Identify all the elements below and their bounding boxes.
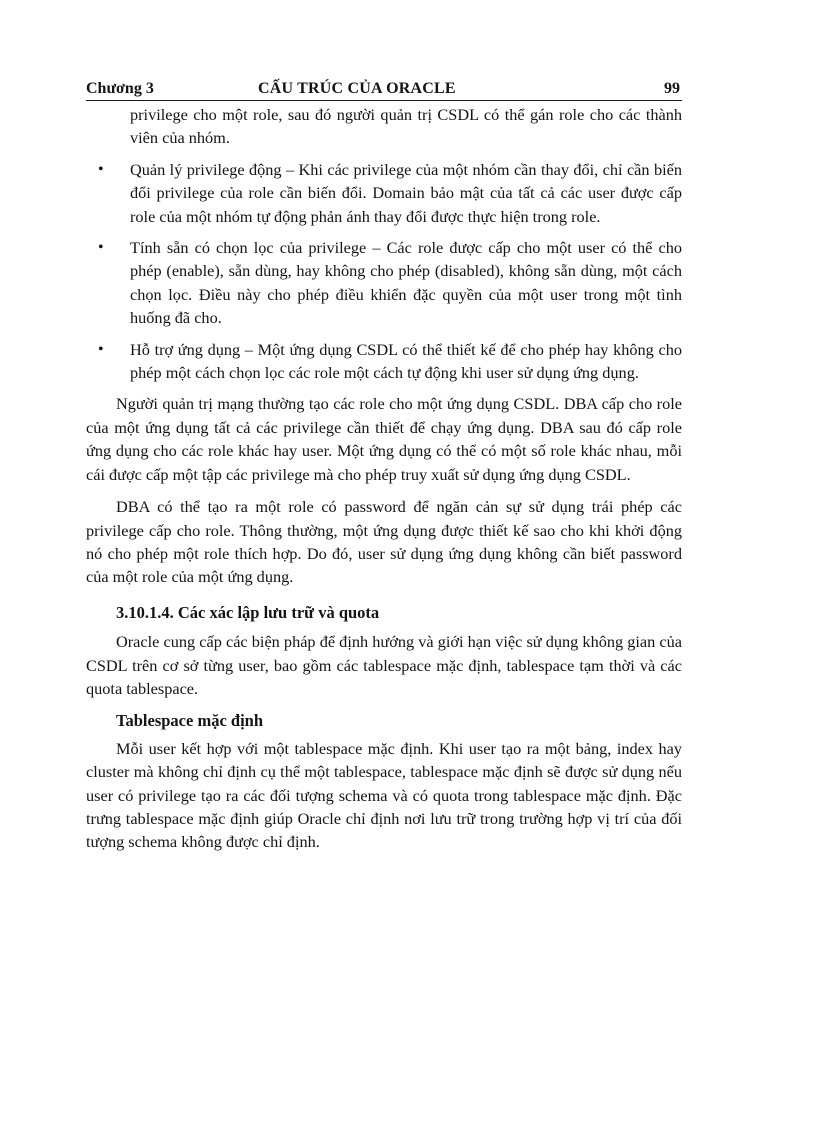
bullet-text: Quản lý privilege động – Khi các privilege của một nhóm cần thay đổi, chỉ cần biến đổi privilege của role cần biến đổi. Domain bảo mật của tất cả các user được cấp role của một nhóm tự động phản ánh thay đổi được thực hiện trong role. — [130, 159, 682, 226]
continued-bullet-text: privilege cho một role, sau đó người quản trị CSDL có thể gán role cho các thành viên của nhóm. — [130, 105, 682, 148]
bullet-item — [86, 158, 682, 228]
page-body — [86, 103, 682, 863]
bullet-item — [86, 338, 682, 385]
chapter-title: CẤU TRÚC CỦA ORACLE — [258, 80, 456, 97]
bullet-icon: • — [98, 340, 104, 358]
paragraph: Người quản trị mạng thường tạo các role cho một ứng dụng CSDL. DBA cấp cho role của một ứng dụng tất cả các privilege cần thiết để chạy ứng dụng. DBA sau đó cấp role ứng dụng cho các role khác hay user. Một ứng dụng có thể có một số role khác nhau, mỗi cái được cấp một tập các privilege mà cho phép truy xuất sử dụng ứng dụng CSDL. — [86, 394, 682, 484]
chapter-label: Chương 3 — [86, 80, 154, 97]
bullet-text: Hỗ trợ ứng dụng – Một ứng dụng CSDL có thể thiết kế để cho phép hay không cho phép một cách chọn lọc các role một cách tự động khi user sử dụng ứng dụng. — [130, 339, 682, 383]
subsection-heading: Tablespace mặc định — [116, 711, 264, 731]
bullet-icon: • — [98, 239, 104, 257]
section-heading: 3.10.1.4. Các xác lập lưu trữ và quota — [116, 602, 380, 622]
paragraph: DBA có thể tạo ra một role có password để ngăn cản sự sử dụng trái phép các privilege cấp cho role. Thông thường, một ứng dụng được thiết kế sao cho khi khởi động nó cho phép một role thích hợp. Do đó, user sử dụng ứng dụng không cần biết password của một role của một ứng dụng. — [86, 497, 682, 587]
header-rule — [86, 100, 682, 101]
page-number: 99 — [664, 80, 680, 97]
section-paragraph: Oracle cung cấp các biện pháp để định hướng và giới hạn việc sử dụng không gian của CSDL trên cơ sở từng user, bao gồm các tablespace mặc định, tablespace tạm thời và các quota tablespace. — [86, 632, 682, 698]
subsection-paragraph: Mỗi user kết hợp với một tablespace mặc định. Khi user tạo ra một bảng, index hay cluster mà không chỉ định cụ thể một tablespace, tablespace mặc định sẽ được sử dụng nếu user có privilege tạo ra các đối tượng schema và có quota trong tablespace mặc định. Đặc trưng tablespace mặc định giúp Oracle chỉ định nơi lưu trữ trong trường hợp vị trí của đối tượng schema không được chỉ định. — [86, 738, 682, 852]
running-header — [86, 80, 682, 102]
bullet-icon: • — [98, 160, 104, 178]
bullet-text: Tính sẵn có chọn lọc của privilege – Các role được cấp cho một user có thể cho phép (enable), sẵn dùng, hay không cho phép (disabled), không sẵn dùng, một cách chọn lọc. Điều này cho phép điều khiển đặc quyền của một user trong một tình huống đã cho. — [130, 238, 682, 328]
bullet-item — [86, 236, 682, 330]
bullet-list — [86, 158, 682, 385]
